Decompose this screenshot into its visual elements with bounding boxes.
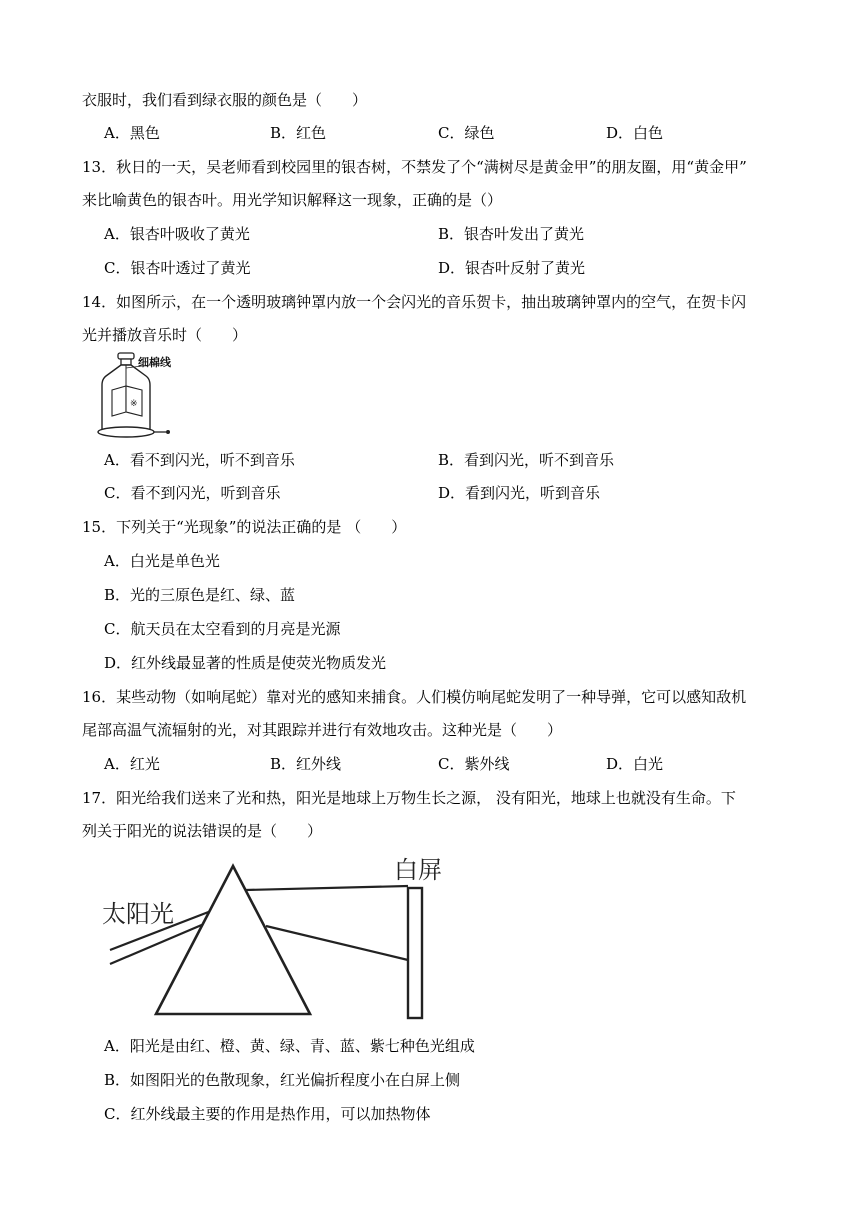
bell-jar-neck: [121, 359, 131, 365]
white-screen-label: 白屏: [394, 856, 442, 884]
q14-option-c: C．看不到闪光，听到音乐: [104, 484, 281, 502]
question-13-line-2: 来比喻黄色的银杏叶。用光学知识解释这一现象，正确的是（）: [82, 191, 503, 209]
question-16-line-2: 尾部高温气流辐射的光，对其跟踪并进行有效地攻击。这种光是（ ）: [82, 721, 563, 739]
q13-option-b: B．银杏叶发出了黄光: [438, 225, 585, 243]
q14-option-d: D．看到闪光，听到音乐: [438, 484, 601, 502]
q17-option-b: B．如图阳光的色散现象，红光偏折程度小在白屏上侧: [104, 1071, 461, 1089]
question-15-line-1: 15．下列关于“光现象”的说法正确的是 （ ）: [82, 518, 407, 536]
q14-option-b: B．看到闪光，听不到音乐: [438, 451, 615, 469]
air-valve: [166, 430, 170, 434]
question-16-line-1: 16．某些动物（如响尾蛇）靠对光的感知来捕食。人们模仿响尾蛇发明了一种导弹，它可以感知敌机: [82, 688, 747, 706]
q12-option-c: C．绿色: [438, 124, 495, 142]
question-12-continuation: 衣服时，我们看到绿衣服的颜色是（ ）: [82, 91, 368, 109]
cotton-thread-label: 细棉线: [138, 356, 171, 369]
greeting-card-left: [112, 386, 126, 416]
q14-option-a: A．看不到闪光，听不到音乐: [104, 451, 295, 469]
bell-jar-knob: [118, 353, 134, 359]
q12-option-d: D．白色: [606, 124, 664, 142]
bell-jar-figure: [96, 350, 206, 442]
q15-option-d: D．红外线最显著的性质是使荧光物质发光: [104, 654, 387, 672]
q13-option-a: A．银杏叶吸收了黄光: [104, 225, 250, 243]
question-13-line-1: 13．秋日的一天，吴老师看到校园里的银杏树，不禁发了个“满树尽是黄金甲”的朋友圈，用“黄金甲”: [82, 158, 747, 176]
q15-option-b: B．光的三原色是红、绿、蓝: [104, 586, 296, 604]
q16-option-d: D．白光: [606, 755, 664, 773]
q15-option-c: C．航天员在太空看到的月亮是光源: [104, 620, 341, 638]
q16-option-c: C．紫外线: [438, 755, 510, 773]
sunlight-label: 太阳光: [102, 900, 174, 928]
q15-option-a: A．白光是单色光: [104, 552, 220, 570]
bell-jar-base: [98, 427, 154, 437]
question-14-line-1: 14．如图所示，在一个透明玻璃钟罩内放一个会闪光的音乐贺卡，抽出玻璃钟罩内的空气，在贺卡闪: [82, 293, 747, 311]
q16-option-a: A．红光: [104, 755, 160, 773]
q17-option-a: A．阳光是由红、橙、黄、绿、青、蓝、紫七种色光组成: [104, 1037, 475, 1055]
white-screen: [408, 888, 422, 1018]
q12-option-a: A．黑色: [104, 124, 160, 142]
q13-option-d: D．银杏叶反射了黄光: [438, 259, 586, 277]
q16-option-b: B．红外线: [270, 755, 342, 773]
dispersed-ray-lower: [266, 926, 408, 960]
q17-option-c: C．红外线最主要的作用是热作用，可以加热物体: [104, 1105, 431, 1123]
question-17-line-1: 17．阳光给我们送来了光和热，阳光是地球上万物生长之源， 没有阳光，地球上也就没有生命。下: [82, 789, 736, 807]
flash-icon: ※: [130, 399, 138, 409]
prism-dispersion-figure: [96, 846, 456, 1026]
question-17-line-2: 列关于阳光的说法错误的是（ ）: [82, 822, 323, 840]
q12-option-b: B．红色: [270, 124, 327, 142]
dispersed-ray-upper: [246, 886, 408, 890]
q13-option-c: C．银杏叶透过了黄光: [104, 259, 251, 277]
question-14-line-2: 光并播放音乐时（ ）: [82, 326, 248, 344]
